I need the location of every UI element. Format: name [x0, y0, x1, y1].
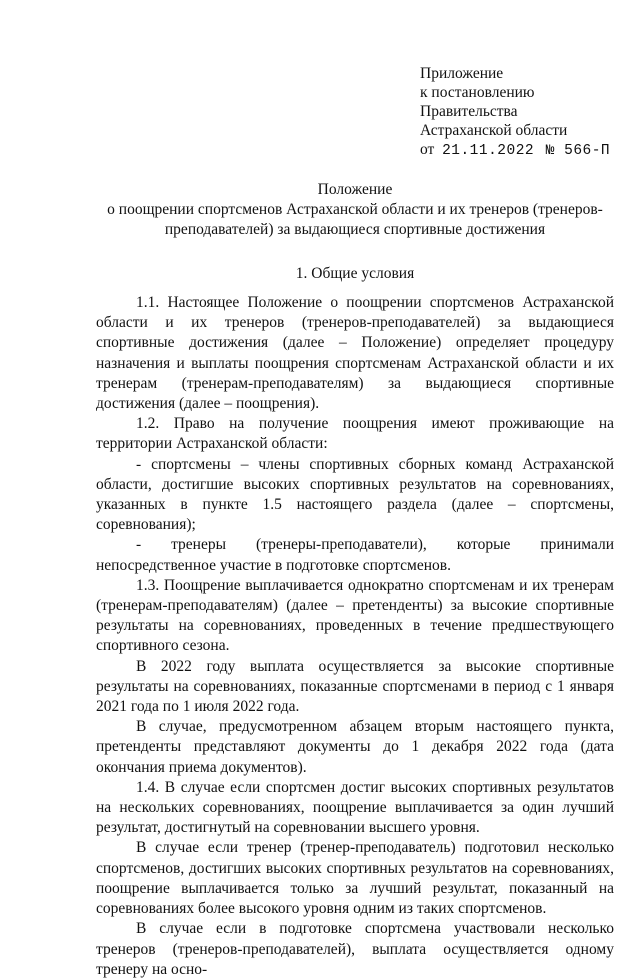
document-number: № 566-П: [545, 143, 611, 159]
title-line: преподавателей) за выдающиеся спортивные достижения: [164, 221, 546, 238]
title-line: Положение: [317, 181, 393, 198]
appendix-line: Приложение: [420, 65, 504, 82]
appendix-date-line: [420, 140, 610, 161]
paragraph: 1.4. В случае если спортсмен достиг высоких спортивных результатов на нескольких соревнованиях, поощрение выплачивается за один лучший результат, достигнутый на соревновании высшего уровня.: [96, 778, 614, 837]
paragraph: В 2022 году выплата осуществляется за высокие спортивные результаты на соревнованиях, показанные спортсменами в период с 1 января 2021 года по 1 июля 2022 года.: [96, 657, 614, 716]
section-heading: 1. Общие условия: [295, 265, 415, 282]
date-prefix: от: [420, 141, 435, 158]
paragraph: 1.1. Настоящее Положение о поощрении спортсменов Астраханской области и их тренеров (тренеров-преподавателей) за выдающиеся спортивные достижения (далее – Положение) определяет процедуру назначения и выплаты поощрения спортсменам Астраханской области и их тренерам (тренерам-преподавателям) за выдающиеся спортивные достижения (далее – поощрения).: [96, 294, 614, 413]
appendix-line: к постановлению: [420, 84, 535, 101]
document-date: 21.11.2022: [442, 143, 535, 159]
appendix-header: [420, 64, 610, 161]
title-line: о поощрении спортсменов Астраханской области и их тренеров (тренеров-: [107, 201, 603, 218]
appendix-line: Правительства: [420, 103, 518, 120]
paragraph: 1.3. Поощрение выплачивается однократно спортсменам и их тренерам (тренерам-преподавателям) (далее – претенденты) за высокие спортивные результаты на соревнованиях, проведенных в течение предшествующего спортивного сезона.: [96, 576, 614, 655]
paragraph: - тренеры (тренеры-преподаватели), которые принимали непосредственное участие в подготовке спортсменов.: [96, 536, 614, 574]
document-title: [96, 180, 614, 240]
paragraph: В случае, предусмотренном абзацем вторым настоящего пункта, претенденты представляют документы до 1 декабря 2022 года (дата окончания приема документов).: [96, 718, 614, 776]
paragraph: В случае если тренер (тренер-преподаватель) подготовил несколько спортсменов, достигших высоких спортивных результатов на соревнованиях, поощрение выплачивается только за лучший результат, показанный на соревнованиях более высокого уровня одним из таких спортсменов.: [96, 839, 614, 918]
appendix-line: Астраханской области: [420, 122, 568, 139]
paragraph: В случае если в подготовке спортсмена участвовали несколько тренеров (тренеров-преподавателей), выплата осуществляется одному тренеру на осно-: [96, 920, 614, 978]
document-body: [96, 293, 614, 980]
paragraph: - спортсмены – члены спортивных сборных команд Астраханской области, достигшие высоких спортивных результатов на соревнованиях, указанных в пункте 1.5 настоящего раздела (далее – спортсмены, соревнования);: [96, 455, 614, 534]
paragraph: 1.2. Право на получение поощрения имеют проживающие на территории Астраханской области:: [96, 415, 614, 453]
